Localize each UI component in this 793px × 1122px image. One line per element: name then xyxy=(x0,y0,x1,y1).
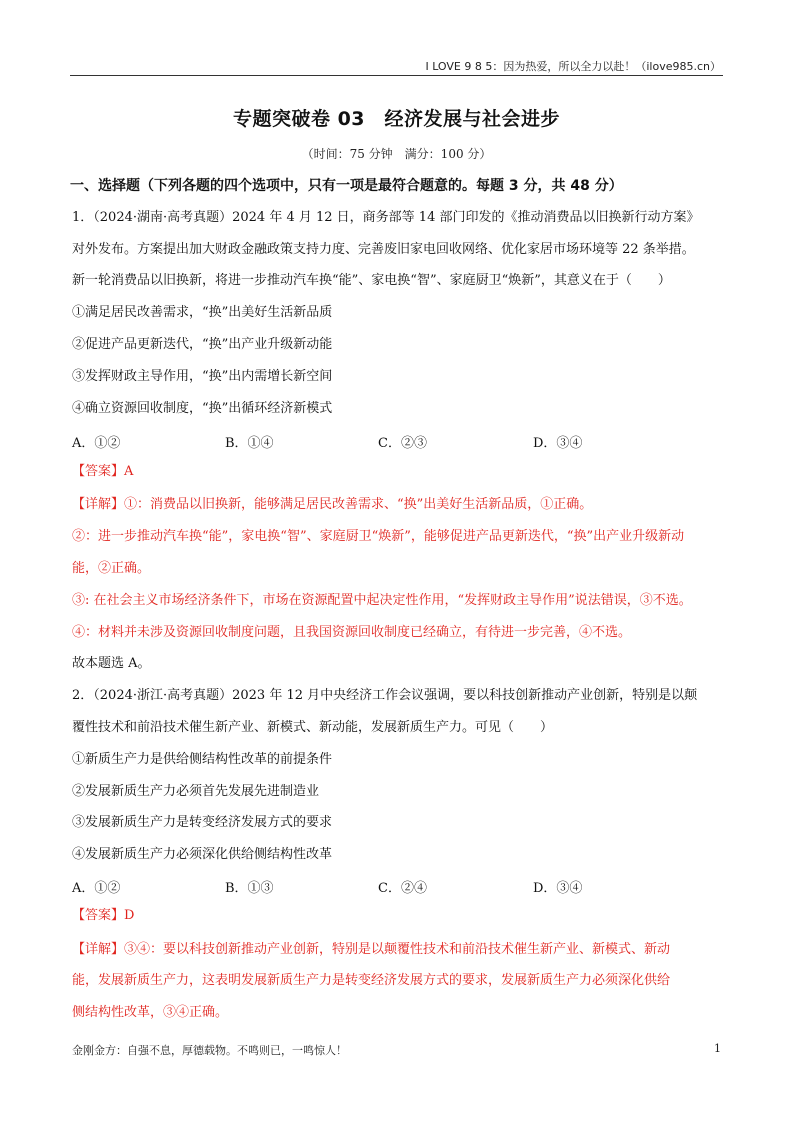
section-heading: 一、选择题（下列各题的四个选项中，只有一项是最符合题意的。每题 3 分，共 48 分） xyxy=(70,178,623,194)
q2-option-c: C．②④ xyxy=(378,881,427,896)
q2-explanation-line: 能，发展新质生产力，这表明发展新质生产力是转变经济发展方式的要求，发展新质生产力必须深化供给 xyxy=(72,973,671,988)
page-footer: 金刚金方：自强不息，厚德载物。不鸣则已，一鸣惊人！ xyxy=(72,1044,347,1057)
q2-statement: ④发展新质生产力必须深化供给侧结构性改革 xyxy=(72,847,333,862)
q1-statement: ②促进产品更新迭代，“换”出产业升级新动能 xyxy=(72,337,333,352)
q1-explanation-line: ②：进一步推动汽车换“能”，家电换“智”、家庭厨卫“焕新”，能够促进产品更新迭代，“换”出产业升级新动 xyxy=(72,529,685,544)
page-title: 专题突破卷 03 经济发展与社会进步 xyxy=(232,108,561,130)
q1-conclusion: 故本题选 A。 xyxy=(72,656,151,671)
q2-option-b: B．①③ xyxy=(225,881,274,896)
q1-statement: ③发挥财政主导作用，“换”出内需增长新空间 xyxy=(72,369,333,384)
q2-statement: ③发展新质生产力是转变经济发展方式的要求 xyxy=(72,815,333,830)
q2-option-d: D．③④ xyxy=(533,881,583,896)
page-number: 1 xyxy=(714,1042,721,1055)
exam-info: （时间：75 分钟 满分：100 分） xyxy=(301,147,492,161)
q1-explanation-line: ③: 在社会主义市场经济条件下，市场在资源配置中起决定性作用，“发挥财政主导作用”说法错误，③不选。 xyxy=(72,593,692,608)
q1-stem-line: 对外发布。方案提出加大财政金融政策支持力度、完善废旧家电回收网络、优化家居市场环境等 22 条举措。 xyxy=(72,242,695,257)
q1-statement: ①满足居民改善需求，“换”出美好生活新品质 xyxy=(72,305,333,320)
q2-statement: ①新质生产力是供给侧结构性改革的前提条件 xyxy=(72,752,333,767)
q1-explanation-line: ④：材料并未涉及资源回收制度问题，且我国资源回收制度已经确立，有待进一步完善，④不选。 xyxy=(72,625,632,640)
q2-stem-line: 2．（2024·浙江·高考真题）2023 年 12 月中央经济工作会议强调，要以科技创新推动产业创新，特别是以颠 xyxy=(72,688,698,703)
q2-option-a: A．①② xyxy=(72,881,121,896)
q2-answer: 【答案】D xyxy=(72,908,135,923)
q1-answer: 【答案】A xyxy=(72,464,134,479)
header-divider xyxy=(70,75,723,76)
q1-explanation-line: 【详解】①：消费品以旧换新，能够满足居民改善需求、“换”出美好生活新品质，①正确。 xyxy=(72,497,593,512)
q1-stem-line: 1．（2024·湖南·高考真题）2024 年 4 月 12 日，商务部等 14 部门印发的《推动消费品以旧换新行动方案》 xyxy=(72,210,700,225)
q2-statement: ②发展新质生产力必须首先发展先进制造业 xyxy=(72,784,320,799)
q1-option-b: B．①④ xyxy=(225,436,274,451)
q1-option-c: C．②③ xyxy=(378,436,427,451)
q1-option-a: A．①② xyxy=(72,436,121,451)
q1-option-d: D．③④ xyxy=(533,436,583,451)
q2-explanation-line: 侧结构性改革，③④正确。 xyxy=(72,1005,229,1020)
q2-stem-line: 覆性技术和前沿技术催生新产业、新模式、新动能，发展新质生产力。可见（ ） xyxy=(72,720,554,735)
q1-statement: ④确立资源回收制度，“换”出循环经济新模式 xyxy=(72,401,333,416)
page-header: I LOVE 9 8 5：因为热爱，所以全力以赴！（ilove985.cn） xyxy=(425,60,721,73)
q1-explanation-line: 能，②正确。 xyxy=(72,561,151,576)
q1-stem-line: 新一轮消费品以旧换新，将进一步推动汽车换“能”、家电换“智”、家庭厨卫“焕新”，其意义在于（ ） xyxy=(72,273,671,288)
q2-explanation-line: 【详解】③④：要以科技创新推动产业创新，特别是以颠覆性技术和前沿技术催生新产业、新模式、新动 xyxy=(72,942,671,957)
